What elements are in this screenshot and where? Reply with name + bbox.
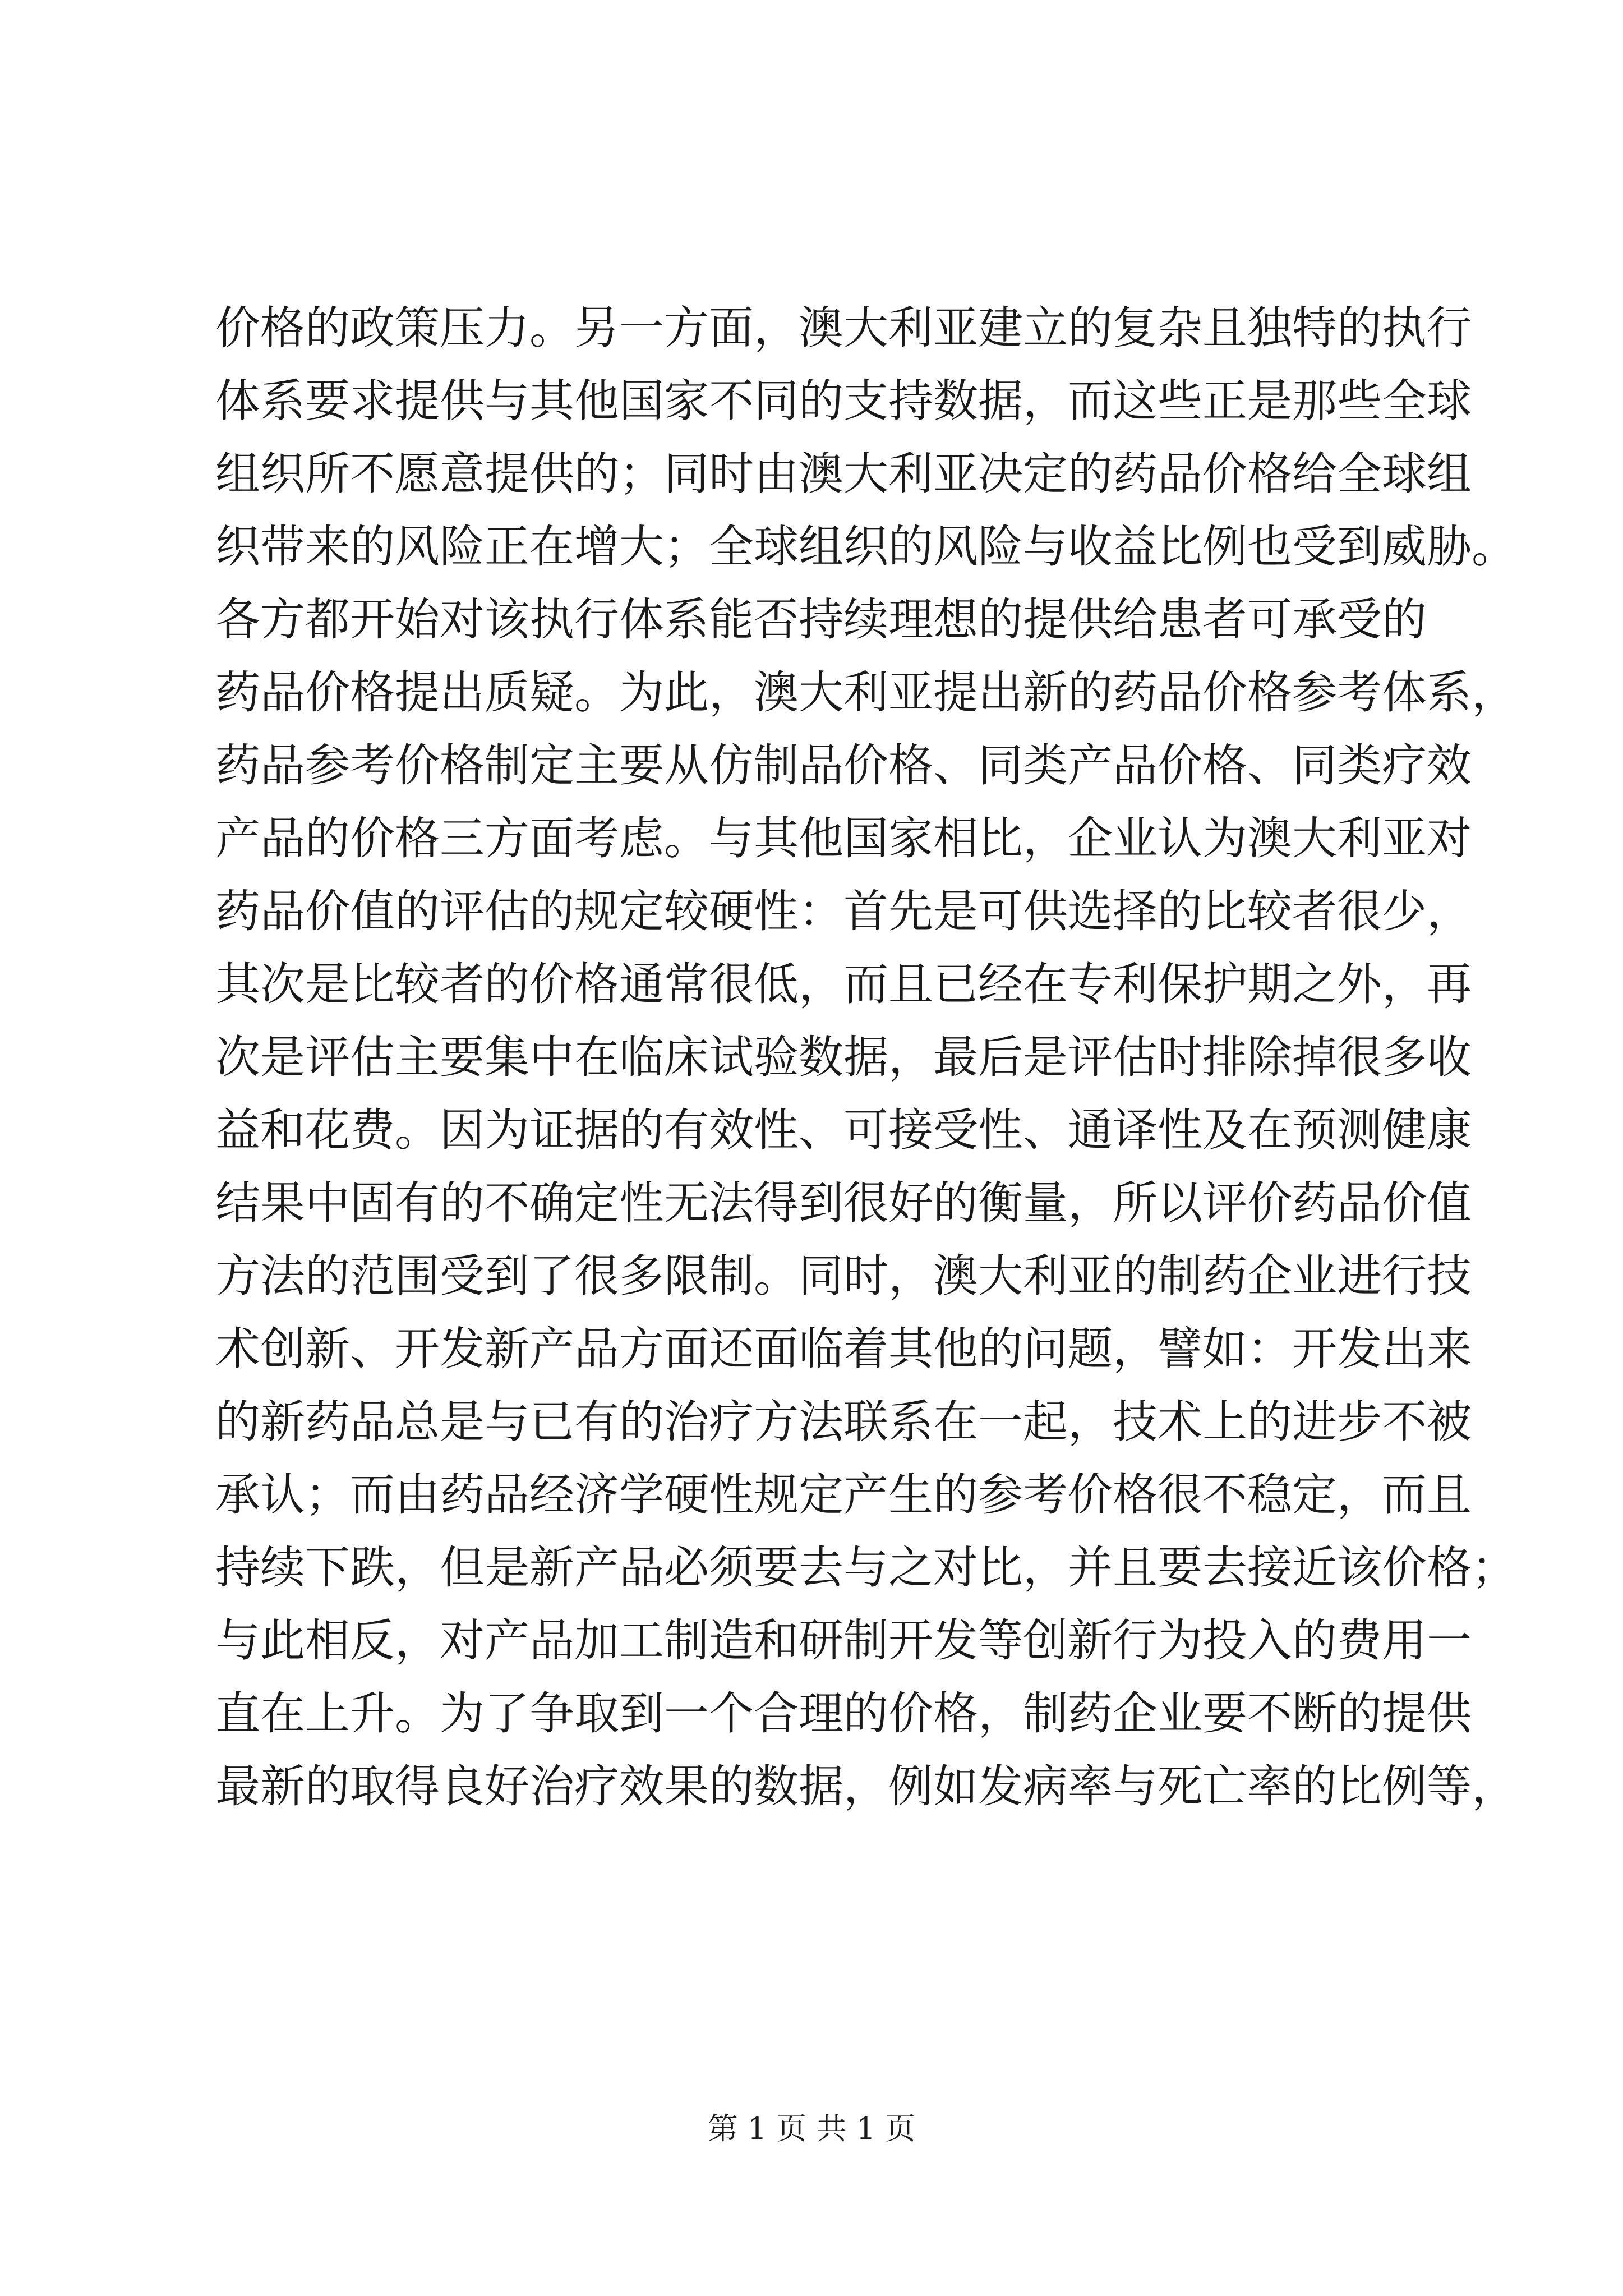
text-line: 持续下跌，但是新产品必须要去与之对比，并且要去接近该价格； bbox=[215, 1542, 1516, 1594]
text-line: 方法的范围受到了很多限制。同时，澳大利亚的制药企业进行技 bbox=[215, 1250, 1472, 1302]
text-line: 组织所不愿意提供的；同时由澳大利亚决定的药品价格给全球组 bbox=[215, 448, 1472, 500]
text-line: 的新药品总是与已有的治疗方法联系在一起，技术上的进步不被 bbox=[215, 1396, 1472, 1448]
text-line: 其次是比较者的价格通常很低，而且已经在专利保护期之外，再 bbox=[215, 958, 1472, 1010]
body-text bbox=[215, 292, 1516, 1823]
text-line: 术创新、开发新产品方面还面临着其他的问题，譬如：开发出来 bbox=[215, 1323, 1472, 1375]
text-line: 承认；而由药品经济学硬性规定产生的参考价格很不稳定，而且 bbox=[215, 1469, 1472, 1521]
text-line: 结果中固有的不确定性无法得到很好的衡量，所以评价药品价值 bbox=[215, 1177, 1472, 1229]
text-line: 各方都开始对该执行体系能否持续理想的提供给患者可承受的 bbox=[215, 593, 1427, 646]
text-line: 次是评估主要集中在临床试验数据，最后是评估时排除掉很多收 bbox=[215, 1031, 1472, 1083]
text-line: 直在上升。为了争取到一个合理的价格，制药企业要不断的提供 bbox=[215, 1687, 1472, 1740]
text-line: 药品价值的评估的规定较硬性：首先是可供选择的比较者很少， bbox=[215, 885, 1472, 937]
text-line: 药品价格提出质疑。为此，澳大利亚提出新的药品价格参考体系， bbox=[215, 666, 1516, 719]
text-line: 益和花费。因为证据的有效性、可接受性、通译性及在预测健康 bbox=[215, 1104, 1472, 1156]
text-line: 与此相反，对产品加工制造和研制开发等创新行为投入的费用一 bbox=[215, 1614, 1472, 1667]
text-line: 价格的政策压力。另一方面，澳大利亚建立的复杂且独特的执行 bbox=[215, 302, 1472, 354]
text-line: 最新的取得良好治疗效果的数据，例如发病率与死亡率的比例等， bbox=[215, 1760, 1516, 1812]
text-line: 体系要求提供与其他国家不同的支持数据，而这些正是那些全球 bbox=[215, 375, 1472, 427]
text-line: 织带来的风险正在增大；全球组织的风险与收益比例也受到威胁。 bbox=[215, 521, 1516, 573]
page-footer: 第 1 页 共 1 页 bbox=[707, 2111, 916, 2146]
text-line: 药品参考价格制定主要从仿制品价格、同类产品价格、同类疗效 bbox=[215, 739, 1472, 792]
text-line: 产品的价格三方面考虑。与其他国家相比，企业认为澳大利亚对 bbox=[215, 812, 1472, 864]
